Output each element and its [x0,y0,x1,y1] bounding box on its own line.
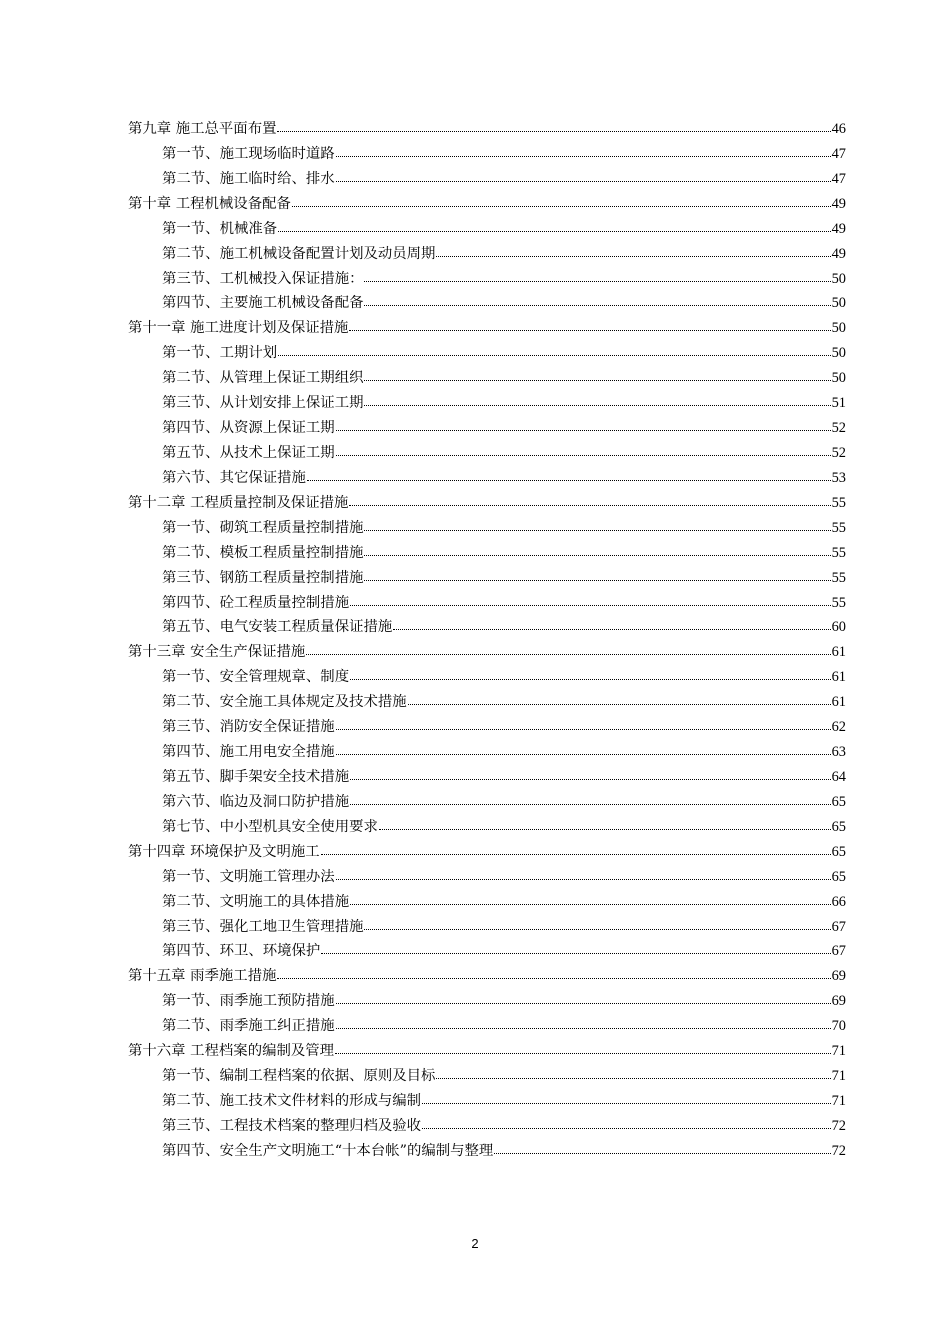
toc-dot-leader [364,530,830,531]
toc-dot-leader [436,256,830,257]
toc-entry-title: 第二节、从管理上保证工期组织 [162,370,364,387]
toc-entry-page: 52 [831,444,846,461]
toc-dot-leader [278,231,830,232]
toc-entry-title: 第五节、脚手架安全技术措施 [162,768,350,785]
toc-entry-title: 第三节、从计划安排上保证工期 [162,395,364,412]
toc-section-entry[interactable] [128,466,846,491]
toc-entry-title: 第五节、电气安装工程质量保证措施 [162,619,393,636]
toc-section-entry[interactable] [128,441,846,466]
toc-dot-leader [408,704,831,705]
toc-entry-page: 49 [831,220,846,237]
toc-entry-page: 71 [831,1092,846,1109]
toc-section-entry[interactable] [128,566,846,591]
toc-section-entry[interactable] [128,591,846,616]
toc-section-entry[interactable] [128,765,846,790]
toc-dot-leader [350,804,831,805]
toc-entry-page: 46 [831,121,846,137]
toc-entry-page: 65 [831,793,846,810]
toc-entry-page: 61 [831,644,846,661]
toc-entry-page: 72 [831,1117,846,1134]
toc-entry-title: 第二节、雨季施工纠正措施 [162,1018,335,1035]
toc-dot-leader [364,380,830,381]
toc-entry-page: 67 [831,943,846,960]
toc-dot-leader [321,854,831,855]
toc-section-entry[interactable] [128,615,846,640]
toc-dot-leader [422,1128,831,1129]
toc-dot-leader [292,206,831,207]
toc-entry-page: 50 [831,295,846,312]
toc-entry-title: 第十一章 施工进度计划及保证措施 [128,320,349,337]
toc-dot-leader [336,156,831,157]
toc-section-entry[interactable] [128,242,846,267]
toc-section-entry[interactable] [128,142,846,167]
toc-entry-page: 55 [831,519,846,536]
toc-entry-title: 第一节、机械准备 [162,220,278,237]
toc-dot-leader [307,480,831,481]
toc-dot-leader [349,330,830,331]
toc-dot-leader [350,779,831,780]
toc-entry-page: 47 [831,145,846,162]
toc-entry-title: 第九章 施工总平面布置 [128,121,277,137]
toc-entry-title: 第四节、安全生产文明施工“十本台帐”的编制与整理 [162,1142,494,1159]
toc-entry-title: 第三节、强化工地卫生管理措施 [162,918,364,935]
toc-dot-leader [336,879,831,880]
toc-dot-leader [278,355,830,356]
toc-section-entry[interactable] [128,541,846,566]
toc-dot-leader [336,1028,831,1029]
toc-dot-leader [436,1078,830,1079]
table-of-contents [128,117,846,1164]
toc-entry-title: 第三节、工机械投入保证措施： [162,270,364,287]
toc-entry-title: 第三节、钢筋工程质量控制措施 [162,569,364,586]
toc-section-entry[interactable] [128,915,846,940]
toc-entry-page: 72 [831,1142,846,1159]
toc-entry-title: 第一节、工期计划 [162,345,278,362]
toc-section-entry[interactable] [128,267,846,292]
toc-dot-leader [350,904,831,905]
toc-entry-page: 67 [831,918,846,935]
toc-entry-page: 71 [831,1068,846,1085]
toc-section-entry[interactable] [128,790,846,815]
toc-entry-page: 63 [831,744,846,761]
toc-dot-leader [350,679,831,680]
toc-dot-leader [336,455,831,456]
toc-entry-title: 第三节、工程技术档案的整理归档及验收 [162,1117,422,1134]
toc-dot-leader [336,181,831,182]
toc-entry-page: 60 [831,619,846,636]
toc-entry-page: 65 [831,818,846,835]
toc-dot-leader [335,1053,831,1054]
toc-entry-page: 52 [831,420,846,437]
toc-entry-page: 66 [831,893,846,910]
toc-entry-page: 61 [831,694,846,711]
toc-entry-title: 第二节、施工临时给、排水 [162,170,335,187]
toc-section-entry[interactable] [128,665,846,690]
toc-chapter-entry[interactable] [128,316,846,341]
toc-section-entry[interactable] [128,416,846,441]
toc-chapter-entry[interactable] [128,117,846,142]
toc-dot-leader [393,629,830,630]
toc-entry-title: 第十四章 环境保护及文明施工 [128,843,320,860]
toc-dot-leader [336,754,831,755]
toc-dot-leader [350,605,831,606]
toc-dot-leader [336,729,831,730]
toc-chapter-entry[interactable] [128,840,846,865]
toc-entry-title: 第二节、施工技术文件材料的形成与编制 [162,1092,422,1109]
toc-section-entry[interactable] [128,366,846,391]
page-number: 2 [471,1236,479,1251]
toc-dot-leader [494,1153,830,1154]
toc-entry-title: 第一节、编制工程档案的依据、原则及目标 [162,1068,436,1085]
toc-dot-leader [306,654,830,655]
toc-chapter-entry[interactable] [128,964,846,989]
toc-entry-title: 第一节、安全管理规章、制度 [162,669,350,686]
toc-entry-title: 第四节、施工用电安全措施 [162,744,335,761]
toc-entry-title: 第五节、从技术上保证工期 [162,444,335,461]
toc-dot-leader [364,305,830,306]
toc-entry-page: 47 [831,170,846,187]
toc-entry-page: 50 [831,320,846,337]
toc-section-entry[interactable] [128,989,846,1014]
toc-entry-title: 第二节、模板工程质量控制措施 [162,544,364,561]
toc-entry-page: 55 [831,569,846,586]
toc-section-entry[interactable] [128,740,846,765]
toc-entry-page: 49 [831,195,846,212]
toc-entry-title: 第四节、主要施工机械设备配备 [162,295,364,312]
toc-entry-title: 第十章 工程机械设备配备 [128,195,291,212]
toc-entry-title: 第十六章 工程档案的编制及管理 [128,1043,335,1060]
toc-section-entry[interactable] [128,1089,846,1114]
toc-chapter-entry[interactable] [128,491,846,516]
toc-entry-page: 50 [831,370,846,387]
toc-entry-title: 第二节、安全施工具体规定及技术措施 [162,694,407,711]
toc-section-entry[interactable] [128,217,846,242]
toc-entry-page: 70 [831,1018,846,1035]
toc-section-entry[interactable] [128,939,846,964]
toc-section-entry[interactable] [128,1114,846,1139]
toc-section-entry[interactable] [128,167,846,192]
toc-entry-title: 第四节、环卫、环境保护 [162,943,321,960]
toc-entry-title: 第四节、从资源上保证工期 [162,420,335,437]
toc-section-entry[interactable] [128,291,846,316]
toc-dot-leader [349,505,830,506]
toc-dot-leader [277,978,830,979]
toc-entry-title: 第十三章 安全生产保证措施 [128,644,306,661]
toc-entry-page: 50 [831,270,846,287]
toc-entry-page: 49 [831,245,846,262]
toc-chapter-entry[interactable] [128,192,846,217]
toc-entry-page: 50 [831,345,846,362]
toc-entry-title: 第七节、中小型机具安全使用要求 [162,818,378,835]
toc-entry-page: 69 [831,993,846,1010]
toc-entry-page: 62 [831,719,846,736]
toc-section-entry[interactable] [128,815,846,840]
toc-entry-page: 55 [831,594,846,611]
toc-section-entry[interactable] [128,1014,846,1039]
toc-entry-title: 第一节、砌筑工程质量控制措施 [162,519,364,536]
toc-entry-title: 第一节、雨季施工预防措施 [162,993,335,1010]
toc-chapter-entry[interactable] [128,640,846,665]
toc-dot-leader [336,1003,831,1004]
toc-entry-title: 第四节、砼工程质量控制措施 [162,594,350,611]
toc-entry-title: 第二节、文明施工的具体措施 [162,893,350,910]
toc-entry-title: 第一节、文明施工管理办法 [162,868,335,885]
toc-dot-leader [364,929,830,930]
toc-section-entry[interactable] [128,516,846,541]
toc-entry-page: 69 [831,968,846,985]
toc-dot-leader [364,405,830,406]
toc-section-entry[interactable] [128,341,846,366]
toc-entry-page: 71 [831,1043,846,1060]
toc-section-entry[interactable] [128,890,846,915]
toc-entry-page: 61 [831,669,846,686]
toc-dot-leader [336,430,831,431]
toc-section-entry[interactable] [128,865,846,890]
toc-dot-leader [364,555,830,556]
toc-entry-title: 第十五章 雨季施工措施 [128,968,277,985]
toc-entry-title: 第二节、施工机械设备配置计划及动员周期 [162,245,436,262]
toc-dot-leader [277,131,830,132]
toc-entry-page: 65 [831,868,846,885]
toc-section-entry[interactable] [128,1139,846,1164]
toc-entry-page: 55 [831,494,846,511]
toc-entry-page: 64 [831,768,846,785]
toc-section-entry[interactable] [128,715,846,740]
toc-entry-title: 第六节、临边及洞口防护措施 [162,793,350,810]
toc-dot-leader [364,281,830,282]
toc-section-entry[interactable] [128,391,846,416]
toc-dot-leader [321,953,830,954]
toc-dot-leader [422,1103,831,1104]
toc-entry-title: 第十二章 工程质量控制及保证措施 [128,494,349,511]
toc-chapter-entry[interactable] [128,1039,846,1064]
toc-entry-page: 55 [831,544,846,561]
toc-entry-title: 第六节、其它保证措施 [162,469,306,486]
toc-entry-page: 51 [831,395,846,412]
toc-section-entry[interactable] [128,690,846,715]
toc-entry-title: 第一节、施工现场临时道路 [162,145,335,162]
toc-dot-leader [364,580,830,581]
toc-entry-page: 53 [831,469,846,486]
toc-dot-leader [379,829,831,830]
toc-section-entry[interactable] [128,1064,846,1089]
toc-entry-title: 第三节、消防安全保证措施 [162,719,335,736]
toc-entry-page: 65 [831,843,846,860]
